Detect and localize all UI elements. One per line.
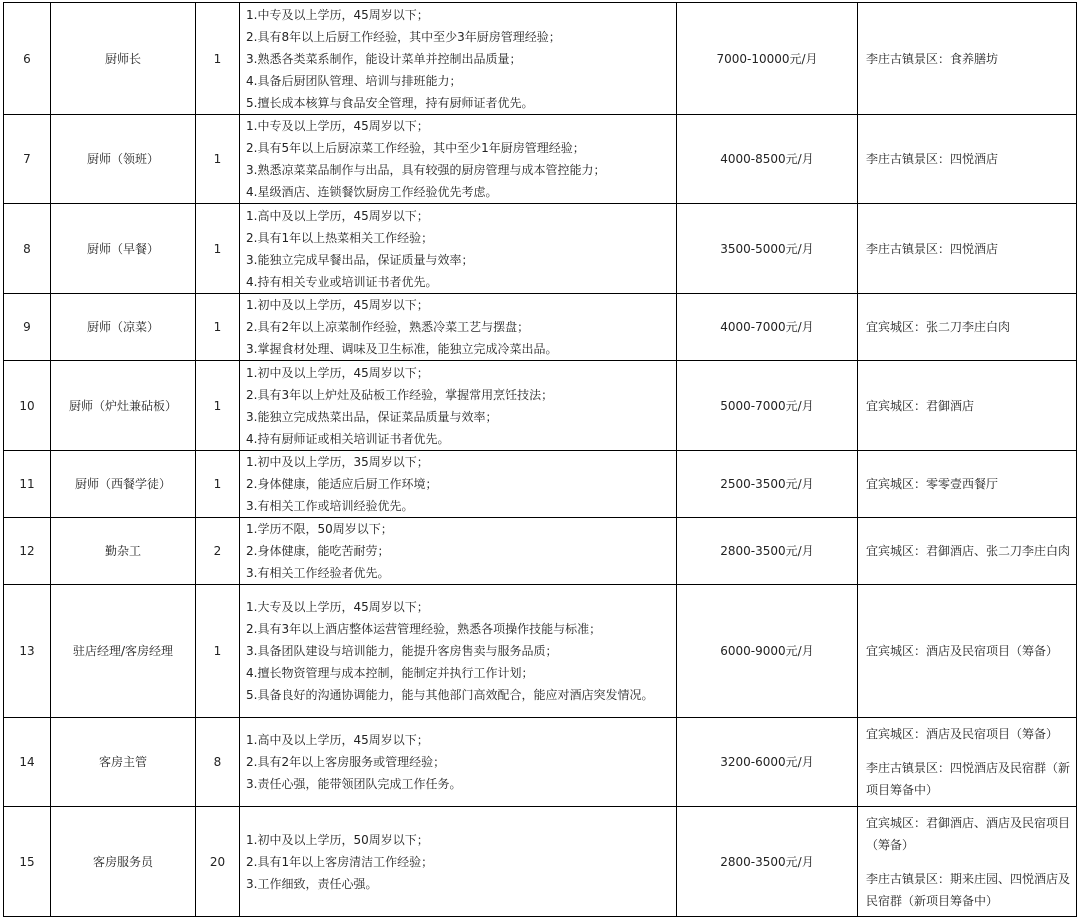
table-row	[4, 115, 1077, 204]
requirement-line: 3.具备团队建设与培训能力，能提升客房售卖与服务品质；	[246, 644, 558, 658]
requirement-line: 5.具备良好的沟通协调能力，能与其他部门高效配合，能应对酒店突发情况。	[246, 688, 654, 702]
table-row	[4, 718, 1077, 807]
row-number: 6	[4, 3, 51, 115]
row-number: 13	[4, 585, 51, 718]
work-location	[858, 585, 1077, 718]
row-number: 8	[4, 204, 51, 294]
table-row	[4, 294, 1077, 361]
job-title: 驻店经理/客房经理	[51, 585, 196, 718]
table-row	[4, 518, 1077, 585]
job-title: 厨师（西餐学徒）	[51, 451, 196, 518]
headcount: 1	[196, 204, 240, 294]
requirement-line: 2.具有3年以上酒店整体运营管理经验，熟悉各项操作技能与标准；	[246, 622, 602, 636]
salary: 3200-6000元/月	[677, 718, 858, 807]
work-location	[858, 115, 1077, 204]
requirement-line: 5.擅长成本核算与食品安全管理，持有厨师证者优先。	[246, 95, 534, 110]
requirement-line: 3.能独立完成热菜出品，保证菜品质量与效率；	[246, 409, 498, 424]
work-location	[858, 807, 1077, 917]
location-line: 李庄古镇景区：四悦酒店	[866, 241, 999, 256]
requirement-line: 1.初中及以上学历，45周岁以下；	[246, 365, 429, 380]
requirement-line: 1.中专及以上学历，45周岁以下；	[246, 119, 429, 133]
requirements-cell	[240, 204, 677, 294]
requirements-cell	[240, 807, 677, 917]
job-table	[3, 2, 1077, 917]
requirement-line: 4.持有厨师证或相关培训证书者优先。	[246, 431, 450, 446]
headcount: 8	[196, 718, 240, 807]
requirement-line: 2.具有2年以上客房服务或管理经验；	[246, 755, 446, 769]
job-table-body	[4, 3, 1077, 917]
work-location	[858, 718, 1077, 807]
salary: 7000-10000元/月	[677, 3, 858, 115]
location-line: 宜宾城区：酒店及民宿项目（筹备）	[866, 727, 1059, 741]
table-row	[4, 585, 1077, 718]
headcount: 1	[196, 3, 240, 115]
row-number: 12	[4, 518, 51, 585]
headcount: 1	[196, 361, 240, 451]
requirement-line: 2.具有1年以上热菜相关工作经验；	[246, 230, 434, 245]
requirement-line: 1.初中及以上学历，45周岁以下；	[246, 298, 429, 312]
requirements-cell	[240, 115, 677, 204]
salary: 2500-3500元/月	[677, 451, 858, 518]
location-line: 李庄古镇景区：期来庄园、四悦酒店及民宿群（新项目筹备中）	[866, 871, 1071, 908]
headcount: 1	[196, 451, 240, 518]
requirement-line: 2.具有3年以上炉灶及砧板工作经验，掌握常用烹饪技法；	[246, 387, 554, 402]
job-title: 客房主管	[51, 718, 196, 807]
location-line: 宜宾城区：酒店及民宿项目（筹备）	[866, 644, 1059, 658]
table-row	[4, 204, 1077, 294]
work-location	[858, 451, 1077, 518]
job-title: 勤杂工	[51, 518, 196, 585]
requirement-line: 2.身体健康，能吃苦耐劳；	[246, 544, 390, 558]
requirements-cell	[240, 585, 677, 718]
requirement-line: 1.大专及以上学历，45周岁以下；	[246, 600, 429, 614]
table-row	[4, 807, 1077, 917]
requirement-line: 3.掌握食材处理、调味及卫生标准，能独立完成冷菜出品。	[246, 342, 558, 356]
requirements-cell	[240, 718, 677, 807]
headcount: 1	[196, 294, 240, 361]
table-row	[4, 3, 1077, 115]
job-title: 厨师长	[51, 3, 196, 115]
work-location	[858, 518, 1077, 585]
requirement-line: 1.初中及以上学历，50周岁以下；	[246, 832, 429, 847]
requirement-line: 1.初中及以上学历，35周岁以下；	[246, 455, 429, 469]
row-number: 15	[4, 807, 51, 917]
row-number: 11	[4, 451, 51, 518]
requirement-line: 3.工作细致，责任心强。	[246, 876, 378, 891]
requirement-line: 3.熟悉各类菜系制作，能设计菜单并控制出品质量；	[246, 51, 522, 66]
location-line: 李庄古镇景区：四悦酒店及民宿群（新项目筹备中）	[866, 761, 1071, 797]
location-spacer	[866, 856, 1070, 868]
headcount: 1	[196, 115, 240, 204]
requirements-cell	[240, 518, 677, 585]
table-row	[4, 361, 1077, 451]
salary: 2800-3500元/月	[677, 807, 858, 917]
requirement-line: 2.身体健康，能适应后厨工作环境；	[246, 477, 438, 491]
row-number: 14	[4, 718, 51, 807]
work-location	[858, 361, 1077, 451]
requirement-line: 4.擅长物资管理与成本控制，能制定并执行工作计划；	[246, 666, 534, 680]
location-line: 李庄古镇景区：食养膳坊	[866, 51, 999, 66]
headcount: 2	[196, 518, 240, 585]
requirements-cell	[240, 451, 677, 518]
salary: 3500-5000元/月	[677, 204, 858, 294]
work-location	[858, 294, 1077, 361]
row-number: 7	[4, 115, 51, 204]
requirements-cell	[240, 361, 677, 451]
requirement-line: 4.持有相关专业或培训证书者优先。	[246, 274, 438, 289]
table-row	[4, 451, 1077, 518]
work-location	[858, 3, 1077, 115]
requirement-line: 1.高中及以上学历，45周岁以下；	[246, 733, 429, 747]
requirement-line: 4.具备后厨团队管理、培训与排班能力；	[246, 73, 462, 88]
location-spacer	[866, 745, 1070, 757]
salary: 4000-7000元/月	[677, 294, 858, 361]
location-line: 李庄古镇景区：四悦酒店	[866, 152, 999, 166]
location-line: 宜宾城区：君御酒店、酒店及民宿项目（筹备）	[866, 815, 1071, 852]
requirement-line: 2.具有8年以上后厨工作经验，其中至少3年厨房管理经验；	[246, 29, 561, 44]
requirement-line: 3.有相关工作或培训经验优先。	[246, 499, 414, 513]
work-location	[858, 204, 1077, 294]
location-line: 宜宾城区：君御酒店	[866, 398, 975, 413]
requirement-line: 1.中专及以上学历，45周岁以下；	[246, 7, 429, 22]
salary: 4000-8500元/月	[677, 115, 858, 204]
requirements-cell	[240, 3, 677, 115]
salary: 6000-9000元/月	[677, 585, 858, 718]
salary: 5000-7000元/月	[677, 361, 858, 451]
requirement-line: 1.学历不限，50周岁以下；	[246, 522, 393, 536]
requirement-line: 3.熟悉凉菜菜品制作与出品，具有较强的厨房管理与成本管控能力；	[246, 163, 606, 177]
headcount: 20	[196, 807, 240, 917]
requirement-line: 4.星级酒店、连锁餐饮厨房工作经验优先考虑。	[246, 185, 498, 199]
requirements-cell	[240, 294, 677, 361]
requirement-line: 2.具有5年以上后厨凉菜工作经验，其中至少1年厨房管理经验；	[246, 141, 585, 155]
job-title: 厨师（炉灶兼砧板）	[51, 361, 196, 451]
location-line: 宜宾城区：零零壹西餐厅	[866, 477, 999, 491]
salary: 2800-3500元/月	[677, 518, 858, 585]
requirement-line: 1.高中及以上学历，45周岁以下；	[246, 208, 429, 223]
requirement-line: 2.具有2年以上凉菜制作经验，熟悉冷菜工艺与摆盘；	[246, 320, 530, 334]
job-title: 厨师（早餐）	[51, 204, 196, 294]
location-line: 宜宾城区：君御酒店、张二刀李庄白肉	[866, 544, 1071, 558]
headcount: 1	[196, 585, 240, 718]
job-title: 厨师（凉菜）	[51, 294, 196, 361]
job-title: 客房服务员	[51, 807, 196, 917]
row-number: 9	[4, 294, 51, 361]
requirement-line: 3.责任心强，能带领团队完成工作任务。	[246, 777, 462, 791]
job-title: 厨师（领班）	[51, 115, 196, 204]
requirement-line: 3.有相关工作经验者优先。	[246, 566, 390, 580]
row-number: 10	[4, 361, 51, 451]
requirement-line: 2.具有1年以上客房清洁工作经验；	[246, 854, 434, 869]
requirement-line: 3.能独立完成早餐出品，保证质量与效率；	[246, 252, 474, 267]
location-line: 宜宾城区：张二刀李庄白肉	[866, 320, 1011, 334]
